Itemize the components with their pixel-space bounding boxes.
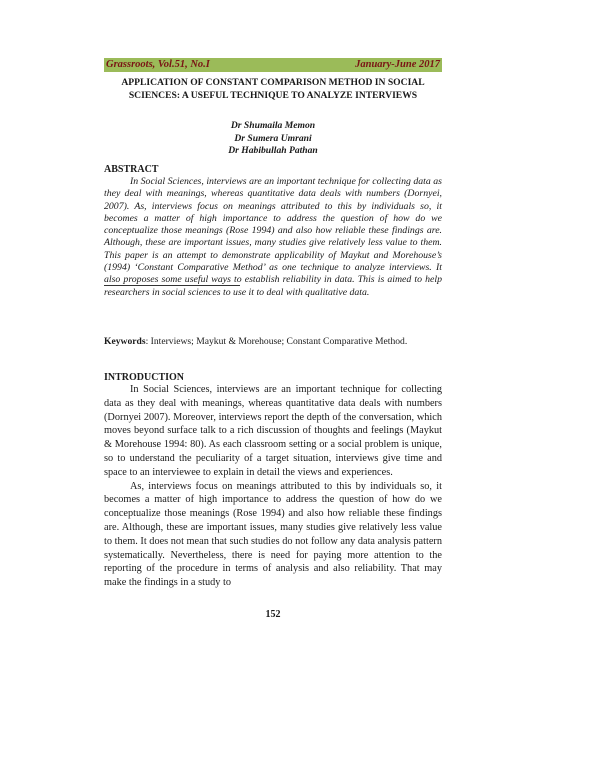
keywords-line: Keywords: Interviews; Maykut & Morehouse; Constant Comparative Method. — [104, 336, 408, 347]
introduction-body — [104, 383, 442, 590]
keywords-text: Interviews; Maykut & Morehouse; Constant Comparative Method. — [150, 336, 408, 347]
abstract-heading: ABSTRACT — [104, 164, 159, 175]
journal-date: January-June 2017 — [355, 59, 440, 70]
abstract-text: In Social Sciences, interviews are an important technique for collecting data as they deal with meanings, whereas quantitative data deals with numbers (Dornyei, 2007). As, interviews focus on meanings attributed to this by individuals so, it becomes a matter of high importance to address the question of how do we conceptualize those meanings (Rose 1994) and also how reliable these findings are. Although, these are important issues, many studies give relatively less value to them. This paper is an attempt to demonstrate applicability of Maykut and Morehouse’s (1994) ‘Constant Comparative Method’ as one technique to analyze interviews. It also proposes some useful ways to establish reliability in data. This is aimed to help researchers in social sciences to use it to deal with qualitative data. — [104, 176, 442, 298]
introduction-heading: INTRODUCTION — [104, 372, 185, 383]
author-name: Dr Sumera Umrani — [234, 132, 312, 144]
journal-header-bar — [104, 58, 442, 72]
section-divider — [104, 285, 240, 287]
paper-title — [104, 76, 442, 102]
paragraph: As, interviews focus on meanings attributed to this by individuals so, it becomes a matter of high importance to address the question of how do we conceptualize those meanings (Rose 1994) and also how reliable these findings are. Although, these are important issues, many studies give relatively less value to them. It does not mean that such studies do not follow any data analysis pattern systematically. Nevertheless, there is need for paying more attention to the reporting of the procedure in terms of analysis and also reliability. That may make the findings in a study to — [104, 480, 442, 589]
title-line: APPLICATION OF CONSTANT COMPARISON METHOD IN SOCIAL — [121, 77, 425, 88]
keywords-label: Keywords — [104, 336, 146, 347]
author-name: Dr Shumaila Memon — [230, 120, 316, 131]
page-number: 152 — [265, 609, 281, 620]
journal-volume: Grassroots, Vol.51, No.I — [106, 59, 210, 70]
author-name: Dr Habibullah Pathan — [228, 145, 318, 156]
paragraph: In Social Sciences, interviews are an important technique for collecting data as they deal with meanings, whereas quantitative data deals with numbers (Dornyei 2007). Moreover, interviews report the depth of the conversation, which moves beyond surface talk to a rich discussion of thoughts and feelings (Maykut & Morehouse 1994: 80). As each classroom setting or a social problem is unique, so to understand the peculiarity of a target situation, interviews give time and space to an interviewee to explain in detail the views and experiences. — [104, 384, 442, 478]
author-list — [104, 120, 442, 158]
title-line: SCIENCES: A USEFUL TECHNIQUE TO ANALYZE INTERVIEWS — [128, 90, 418, 101]
